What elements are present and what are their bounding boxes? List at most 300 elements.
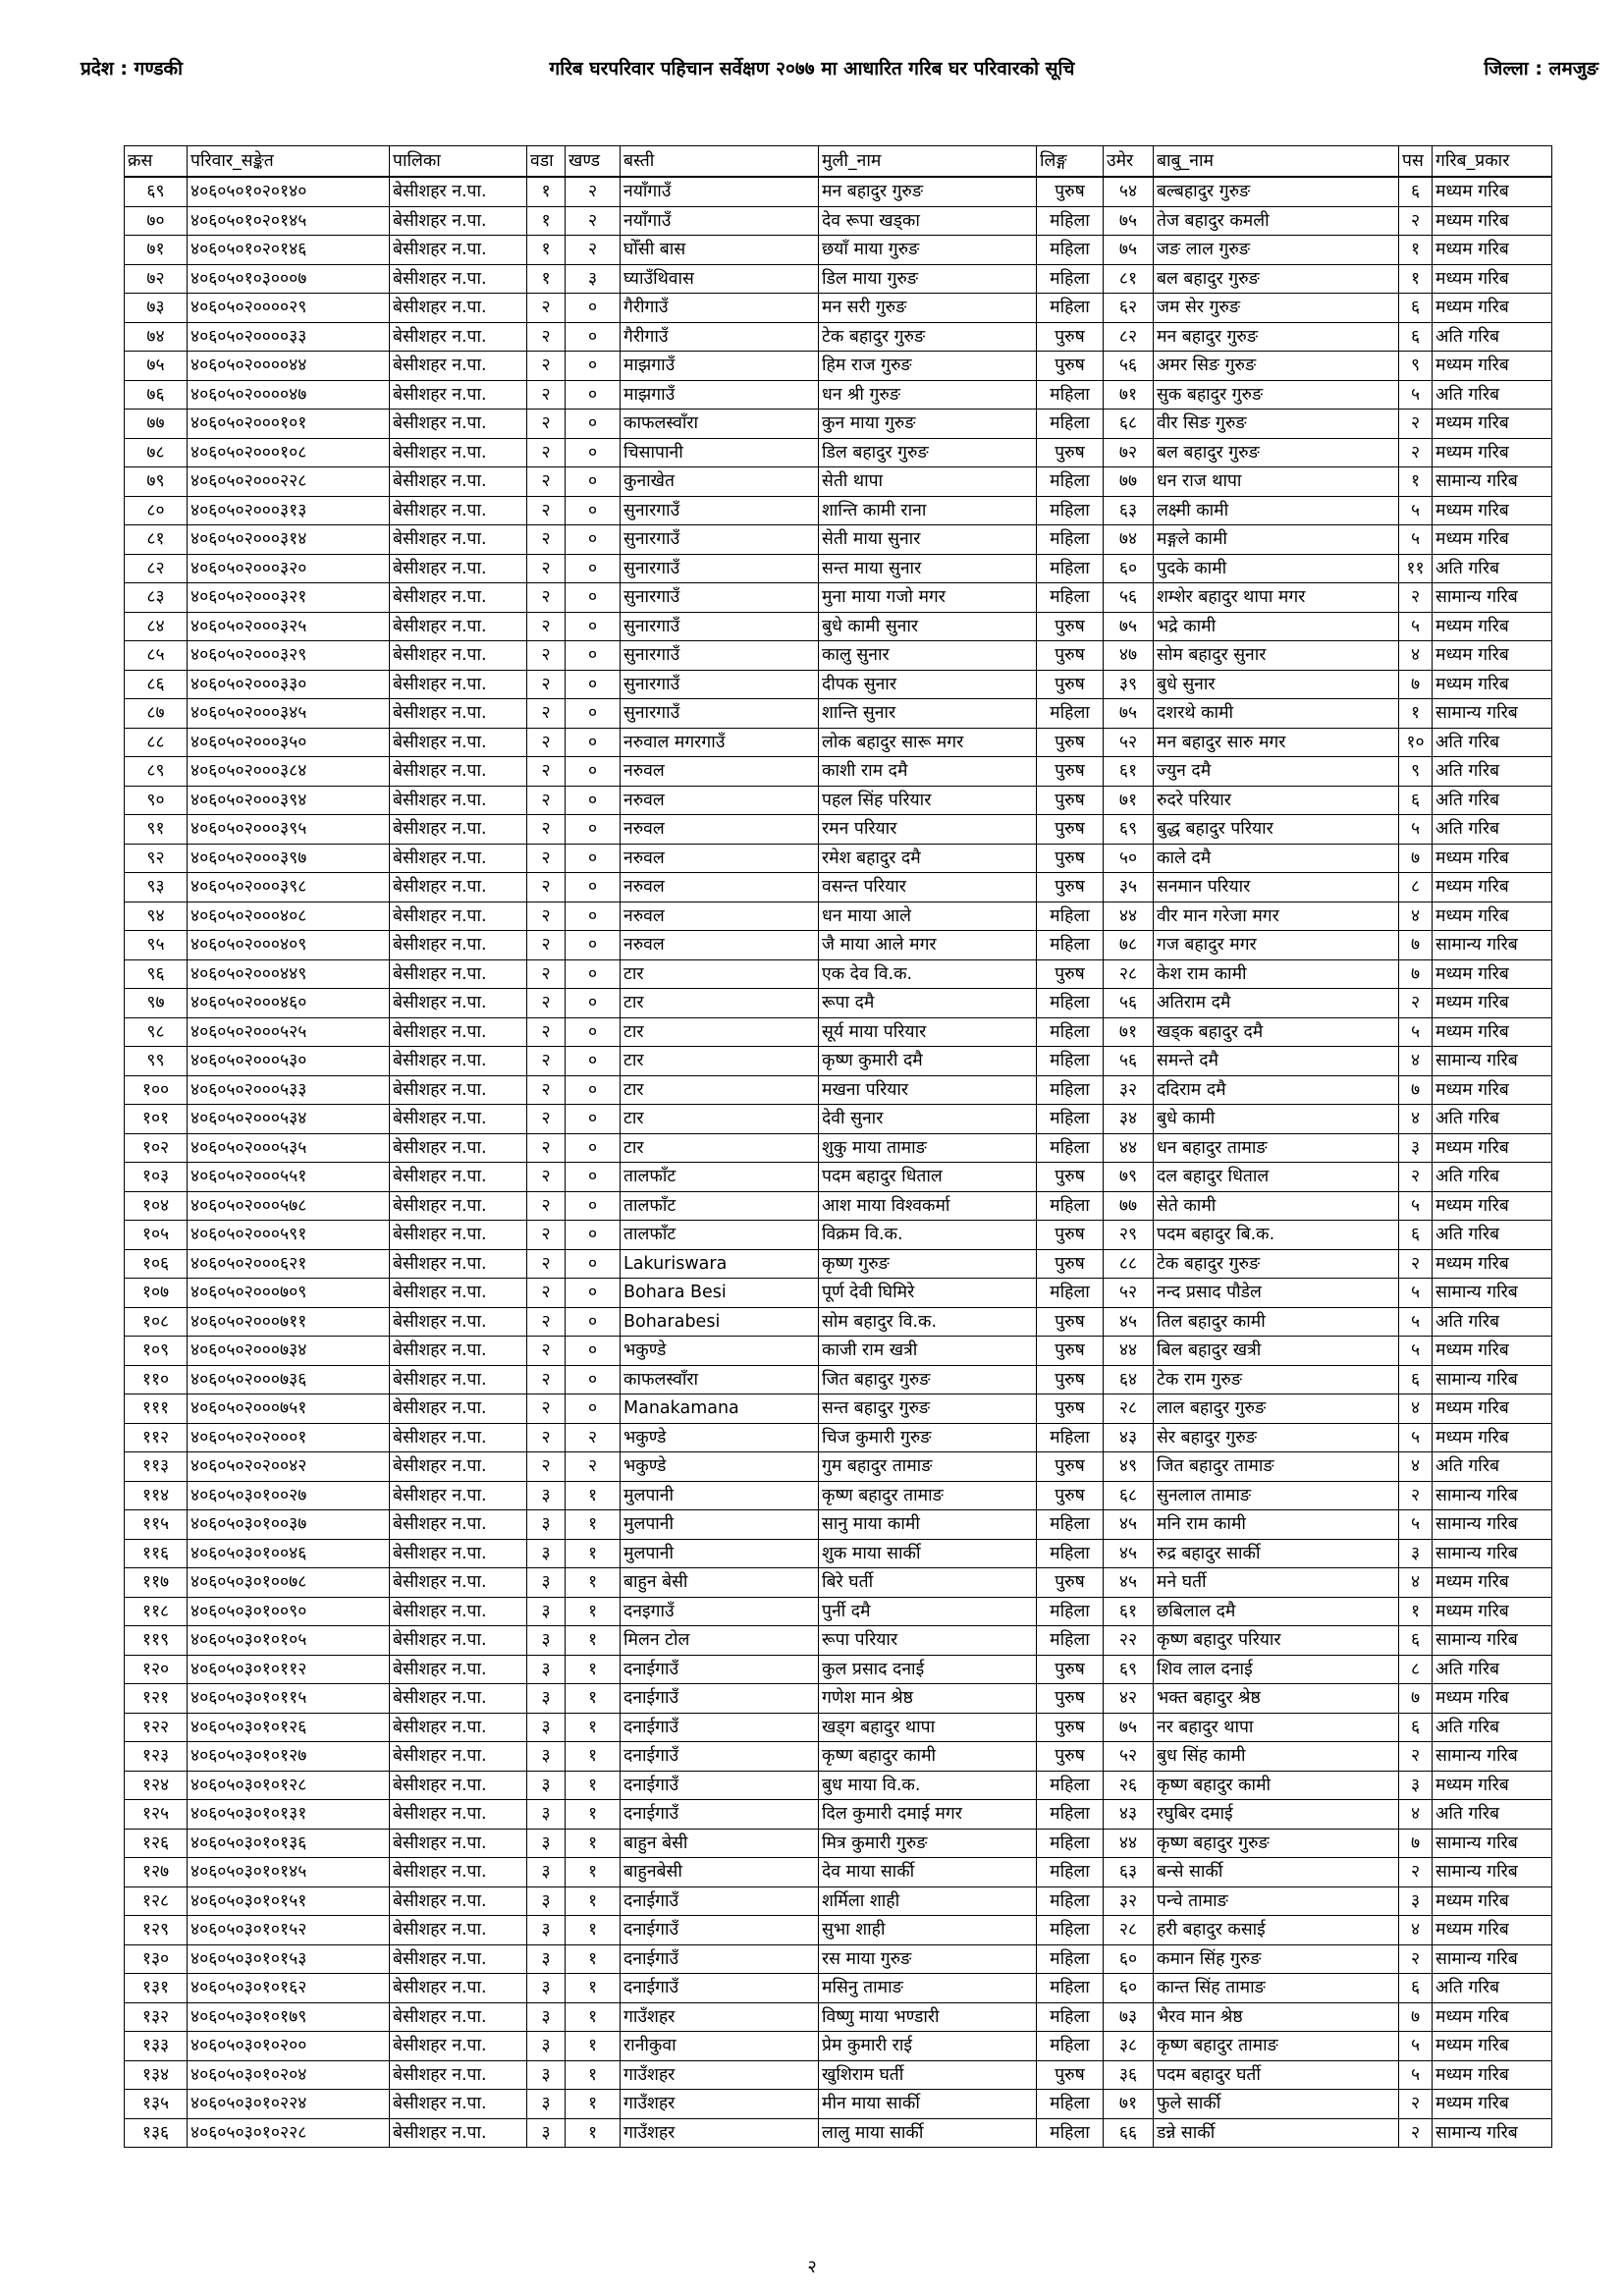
cell-poverty-type: अति गरिब (1433, 786, 1552, 815)
cell-block: ० (566, 1017, 621, 1047)
cell-ward: ३ (527, 1858, 566, 1887)
cell-head-name: सानु माया कामी (819, 1510, 1037, 1540)
cell-poverty-type: मध्यम गरिब (1433, 1191, 1552, 1221)
cell-members: ६ (1399, 177, 1433, 206)
cell-municipality: बेसीशहर न.पा. (390, 1655, 527, 1684)
cell-members: ७ (1399, 670, 1433, 699)
table-row (125, 206, 1552, 236)
cell-block: १ (566, 1800, 621, 1830)
cell-ward: २ (527, 583, 566, 613)
cell-head-name: मखना परियार (819, 1075, 1037, 1105)
cell-block: १ (566, 1771, 621, 1800)
cell-household-code: ४०६०५०३०१०१३६ (188, 1829, 390, 1858)
cell-gender: महिला (1037, 1539, 1104, 1568)
cell-father-name: ददिराम दमै (1154, 1075, 1399, 1105)
cell-members: ३ (1399, 1539, 1433, 1568)
cell-municipality: बेसीशहर न.पा. (390, 1829, 527, 1858)
cell-block: ० (566, 554, 621, 583)
cell-block: ० (566, 1221, 621, 1250)
cell-settlement: सुनारगाउँ (621, 525, 819, 555)
cell-poverty-type: मध्यम गरिब (1433, 525, 1552, 555)
cell-block: १ (566, 1713, 621, 1742)
cell-ward: ३ (527, 1974, 566, 2003)
cell-municipality: बेसीशहर न.पा. (390, 1858, 527, 1887)
cell-block: ० (566, 467, 621, 497)
cell-municipality: बेसीशहर न.पा. (390, 641, 527, 671)
cell-head-name: कालु सुनार (819, 641, 1037, 671)
cell-members: ७ (1399, 931, 1433, 960)
cell-settlement: दनाईगाउँ (621, 1916, 819, 1945)
cell-household-code: ४०६०५०३०१००२७ (188, 1481, 390, 1510)
cell-age: ४५ (1104, 1568, 1154, 1598)
cell-members: ५ (1399, 612, 1433, 641)
table-row (125, 786, 1552, 815)
cell-age: २८ (1104, 1916, 1154, 1945)
col-header-father-name: बाबु_नाम (1154, 146, 1399, 178)
table-row (125, 1394, 1552, 1424)
cell-municipality: बेसीशहर न.पा. (390, 467, 527, 497)
table-row (125, 1221, 1552, 1250)
col-header-age: उमेर (1104, 146, 1154, 178)
cell-ward: ३ (527, 2090, 566, 2119)
cell-gender: पुरुष (1037, 1249, 1104, 1279)
cell-household-code: ४०६०५०३०१०१५३ (188, 1944, 390, 1974)
cell-age: ७७ (1104, 467, 1154, 497)
cell-gender: महिला (1037, 2002, 1104, 2032)
cell-father-name: बल्बहादुर गुरुङ (1154, 177, 1399, 206)
cell-block: ० (566, 1047, 621, 1076)
cell-father-name: धन राज थापा (1154, 467, 1399, 497)
cell-gender: महिला (1037, 2090, 1104, 2119)
cell-members: ५ (1399, 1191, 1433, 1221)
cell-block: १ (566, 2002, 621, 2032)
cell-block: २ (566, 1452, 621, 1482)
cell-serial: ११२ (125, 1423, 188, 1452)
cell-settlement: Bohara Besi (621, 1279, 819, 1308)
cell-gender: महिला (1037, 2118, 1104, 2148)
cell-poverty-type: मध्यम गरिब (1433, 236, 1552, 265)
cell-block: ० (566, 1191, 621, 1221)
cell-municipality: बेसीशहर न.पा. (390, 1017, 527, 1047)
cell-block: ० (566, 1307, 621, 1337)
cell-serial: १२१ (125, 1684, 188, 1714)
cell-settlement: मुलपानी (621, 1510, 819, 1540)
cell-gender: पुरुष (1037, 2060, 1104, 2090)
cell-age: ५२ (1104, 728, 1154, 757)
table-row (125, 959, 1552, 989)
cell-poverty-type: मध्यम गरिब (1433, 2002, 1552, 2032)
cell-father-name: समन्ते दमै (1154, 1047, 1399, 1076)
cell-head-name: एक देव वि.क. (819, 959, 1037, 989)
table-row (125, 1858, 1552, 1887)
cell-age: ६४ (1104, 1365, 1154, 1394)
cell-age: ६३ (1104, 496, 1154, 525)
cell-settlement: नरुवल (621, 757, 819, 787)
cell-poverty-type: अति गरिब (1433, 1105, 1552, 1134)
cell-ward: २ (527, 1337, 566, 1366)
cell-age: ६३ (1104, 1858, 1154, 1887)
cell-settlement: गैरीगाउँ (621, 322, 819, 352)
cell-municipality: बेसीशहर न.पा. (390, 1916, 527, 1945)
cell-members: ७ (1399, 2002, 1433, 2032)
cell-age: ८२ (1104, 322, 1154, 352)
cell-ward: २ (527, 1394, 566, 1424)
cell-members: ३ (1399, 1133, 1433, 1163)
cell-gender: पुरुष (1037, 757, 1104, 787)
cell-municipality: बेसीशहर न.पा. (390, 236, 527, 265)
cell-household-code: ४०६०५०२०००३२१ (188, 583, 390, 613)
cell-block: १ (566, 1886, 621, 1916)
cell-block: ० (566, 525, 621, 555)
cell-serial: १०२ (125, 1133, 188, 1163)
cell-household-code: ४०६०५०३०१०१४५ (188, 1858, 390, 1887)
cell-father-name: कृष्ण बहादुर कामी (1154, 1771, 1399, 1800)
cell-gender: पुरुष (1037, 1221, 1104, 1250)
cell-settlement: गैरीगाउँ (621, 294, 819, 323)
table-row (125, 1655, 1552, 1684)
cell-father-name: लक्ष्मी कामी (1154, 496, 1399, 525)
table-row (125, 1713, 1552, 1742)
cell-block: ० (566, 294, 621, 323)
cell-serial: १३४ (125, 2060, 188, 2090)
table-row (125, 1944, 1552, 1974)
cell-gender: पुरुष (1037, 670, 1104, 699)
cell-municipality: बेसीशहर न.पा. (390, 1510, 527, 1540)
cell-block: ० (566, 844, 621, 873)
cell-serial: ९६ (125, 959, 188, 989)
cell-serial: ११६ (125, 1539, 188, 1568)
cell-block: ० (566, 410, 621, 439)
cell-head-name: शर्मिला शाही (819, 1886, 1037, 1916)
cell-household-code: ४०६०५०२०००५५१ (188, 1163, 390, 1192)
cell-serial: १०१ (125, 1105, 188, 1134)
cell-age: २८ (1104, 1394, 1154, 1424)
cell-members: २ (1399, 1858, 1433, 1887)
cell-members: २ (1399, 583, 1433, 613)
cell-father-name: सुनलाल तामाङ (1154, 1481, 1399, 1510)
cell-age: ४४ (1104, 1829, 1154, 1858)
cell-household-code: ४०६०५०३०१०१२८ (188, 1771, 390, 1800)
cell-household-code: ४०६०५०३०१०१६२ (188, 1974, 390, 2003)
cell-poverty-type: मध्यम गरिब (1433, 902, 1552, 931)
cell-household-code: ४०६०५०२०००५३० (188, 1047, 390, 1076)
cell-ward: २ (527, 902, 566, 931)
cell-age: ७५ (1104, 699, 1154, 729)
cell-serial: ८४ (125, 612, 188, 641)
cell-age: ७७ (1104, 1191, 1154, 1221)
cell-father-name: नन्द प्रसाद पौडेल (1154, 1279, 1399, 1308)
cell-father-name: लाल बहादुर गुरुङ (1154, 1394, 1399, 1424)
table-row (125, 2118, 1552, 2148)
cell-head-name: कुन माया गुरुङ (819, 410, 1037, 439)
col-header-household-code: परिवार_सङ्केत (188, 146, 390, 178)
table-row (125, 1771, 1552, 1800)
cell-ward: २ (527, 1249, 566, 1279)
cell-father-name: काले दमै (1154, 844, 1399, 873)
cell-gender: महिला (1037, 699, 1104, 729)
cell-gender: महिला (1037, 989, 1104, 1018)
cell-poverty-type: मध्यम गरिब (1433, 612, 1552, 641)
cell-household-code: ४०६०५०२०००५२५ (188, 1017, 390, 1047)
cell-members: २ (1399, 410, 1433, 439)
cell-settlement: नरुवल (621, 786, 819, 815)
cell-municipality: बेसीशहर न.पा. (390, 2002, 527, 2032)
cell-block: २ (566, 1423, 621, 1452)
cell-ward: २ (527, 1221, 566, 1250)
cell-settlement: काफलस्वाँरा (621, 410, 819, 439)
cell-head-name: जित बहादुर गुरुङ (819, 1365, 1037, 1394)
cell-ward: २ (527, 467, 566, 497)
cell-block: १ (566, 1974, 621, 2003)
cell-household-code: ४०६०५०२०००५३५ (188, 1133, 390, 1163)
cell-members: ८ (1399, 873, 1433, 902)
cell-head-name: लोक बहादुर सारू मगर (819, 728, 1037, 757)
cell-household-code: ४०६०५०३०१०१०५ (188, 1626, 390, 1656)
cell-members: ६ (1399, 1974, 1433, 2003)
cell-head-name: बुध माया वि.क. (819, 1771, 1037, 1800)
cell-members: २ (1399, 2118, 1433, 2148)
cell-gender: महिला (1037, 1133, 1104, 1163)
cell-gender: पुरुष (1037, 322, 1104, 352)
cell-serial: १२९ (125, 1916, 188, 1945)
cell-head-name: धन माया आले (819, 902, 1037, 931)
cell-head-name: सोम बहादुर वि.क. (819, 1307, 1037, 1337)
col-header-ward: वडा (527, 146, 566, 178)
cell-municipality: बेसीशहर न.पा. (390, 1075, 527, 1105)
cell-serial: ९८ (125, 1017, 188, 1047)
table-row (125, 1337, 1552, 1366)
cell-head-name: शुक माया सार्की (819, 1539, 1037, 1568)
cell-father-name: सोम बहादुर सुनार (1154, 641, 1399, 671)
cell-ward: २ (527, 931, 566, 960)
cell-household-code: ४०६०५०२०००३५० (188, 728, 390, 757)
cell-head-name: मीन माया सार्की (819, 2090, 1037, 2119)
cell-serial: १३० (125, 1944, 188, 1974)
cell-municipality: बेसीशहर न.पा. (390, 1597, 527, 1626)
cell-age: ६० (1104, 1944, 1154, 1974)
cell-household-code: ४०६०५०३०१०२०४ (188, 2060, 390, 2090)
cell-poverty-type: मध्यम गरिब (1433, 1886, 1552, 1916)
cell-head-name: लालु माया सार्की (819, 2118, 1037, 2148)
cell-settlement: दनाईगाउँ (621, 1800, 819, 1830)
cell-members: २ (1399, 1742, 1433, 1772)
cell-block: १ (566, 2060, 621, 2090)
cell-household-code: ४०६०५०३०१००७८ (188, 1568, 390, 1598)
cell-age: ३६ (1104, 2060, 1154, 2090)
cell-gender: महिला (1037, 1423, 1104, 1452)
cell-members: ३ (1399, 1886, 1433, 1916)
cell-poverty-type: सामान्य गरिब (1433, 1742, 1552, 1772)
cell-gender: पुरुष (1037, 438, 1104, 467)
cell-age: ७५ (1104, 206, 1154, 236)
cell-age: ७१ (1104, 786, 1154, 815)
cell-household-code: ४०६०५०३०१०२२८ (188, 2118, 390, 2148)
cell-head-name: देवी सुनार (819, 1105, 1037, 1134)
cell-municipality: बेसीशहर न.पा. (390, 1394, 527, 1424)
cell-poverty-type: मध्यम गरिब (1433, 294, 1552, 323)
cell-poverty-type: अति गरिब (1433, 728, 1552, 757)
cell-head-name: रमन परियार (819, 815, 1037, 845)
cell-settlement: मुलपानी (621, 1539, 819, 1568)
cell-ward: २ (527, 844, 566, 873)
cell-block: ० (566, 786, 621, 815)
cell-municipality: बेसीशहर न.पा. (390, 1626, 527, 1656)
cell-settlement: दनाईगाउँ (621, 1742, 819, 1772)
cell-poverty-type: मध्यम गरिब (1433, 2032, 1552, 2061)
cell-settlement: मिलन टोल (621, 1626, 819, 1656)
table-row (125, 641, 1552, 671)
cell-father-name: वीर मान गरेजा मगर (1154, 902, 1399, 931)
cell-father-name: गज बहादुर मगर (1154, 931, 1399, 960)
cell-head-name: रस माया गुरुङ (819, 1944, 1037, 1974)
cell-ward: २ (527, 352, 566, 381)
cell-ward: २ (527, 670, 566, 699)
cell-serial: ११५ (125, 1510, 188, 1540)
cell-municipality: बेसीशहर न.पा. (390, 1365, 527, 1394)
cell-serial: ७८ (125, 438, 188, 467)
cell-father-name: कृष्ण बहादुर तामाङ (1154, 2032, 1399, 2061)
cell-members: १ (1399, 699, 1433, 729)
cell-serial: १३६ (125, 2118, 188, 2148)
table-row (125, 467, 1552, 497)
table-row (125, 1539, 1552, 1568)
cell-settlement: भकुण्डे (621, 1423, 819, 1452)
cell-serial: ७४ (125, 322, 188, 352)
cell-father-name: कमान सिंह गुरुङ (1154, 1944, 1399, 1974)
cell-poverty-type: सामान्य गरिब (1433, 1481, 1552, 1510)
cell-head-name: पहल सिंह परियार (819, 786, 1037, 815)
table-row (125, 1075, 1552, 1105)
cell-settlement: टार (621, 1075, 819, 1105)
cell-municipality: बेसीशहर न.पा. (390, 786, 527, 815)
cell-poverty-type: सामान्य गरिब (1433, 1047, 1552, 1076)
cell-poverty-type: मध्यम गरिब (1433, 2060, 1552, 2090)
cell-father-name: कृष्ण बहादुर गुरुङ (1154, 1829, 1399, 1858)
cell-gender: पुरुष (1037, 873, 1104, 902)
cell-settlement: दनाईगाउँ (621, 1886, 819, 1916)
cell-serial: १२२ (125, 1713, 188, 1742)
cell-members: ५ (1399, 815, 1433, 845)
cell-municipality: बेसीशहर न.पा. (390, 1191, 527, 1221)
cell-serial: १३२ (125, 2002, 188, 2032)
table-row (125, 380, 1552, 410)
table-row (125, 2032, 1552, 2061)
cell-settlement: नरुवल (621, 902, 819, 931)
cell-poverty-type: मध्यम गरिब (1433, 1771, 1552, 1800)
cell-block: ० (566, 1337, 621, 1366)
table-row (125, 1423, 1552, 1452)
cell-settlement: नयाँगाउँ (621, 177, 819, 206)
cell-head-name: कृष्ण कुमारी दमै (819, 1047, 1037, 1076)
cell-father-name: मङ्गले कामी (1154, 525, 1399, 555)
cell-municipality: बेसीशहर न.पा. (390, 1481, 527, 1510)
cell-poverty-type: मध्यम गरिब (1433, 1337, 1552, 1366)
table-row (125, 554, 1552, 583)
cell-municipality: बेसीशहर न.पा. (390, 322, 527, 352)
table-row (125, 322, 1552, 352)
cell-gender: महिला (1037, 467, 1104, 497)
cell-members: २ (1399, 1249, 1433, 1279)
cell-ward: ३ (527, 2060, 566, 2090)
table-row (125, 1886, 1552, 1916)
cell-ward: २ (527, 1307, 566, 1337)
cell-poverty-type: मध्यम गरिब (1433, 438, 1552, 467)
cell-age: ४३ (1104, 1800, 1154, 1830)
cell-head-name: कृष्ण गुरुङ (819, 1249, 1037, 1279)
cell-poverty-type: मध्यम गरिब (1433, 496, 1552, 525)
cell-age: ३९ (1104, 670, 1154, 699)
cell-serial: ११३ (125, 1452, 188, 1482)
table-row (125, 525, 1552, 555)
cell-gender: पुरुष (1037, 844, 1104, 873)
cell-municipality: बेसीशहर न.पा. (390, 873, 527, 902)
cell-father-name: बल बहादुर गुरुङ (1154, 438, 1399, 467)
cell-poverty-type: सामान्य गरिब (1433, 931, 1552, 960)
cell-serial: ७३ (125, 294, 188, 323)
cell-head-name: दिल कुमारी दमाई मगर (819, 1800, 1037, 1830)
cell-household-code: ४०६०५०२०००७११ (188, 1307, 390, 1337)
cell-block: १ (566, 1742, 621, 1772)
table-row (125, 757, 1552, 787)
cell-household-code: ४०६०५०३०१०१२६ (188, 1713, 390, 1742)
cell-block: २ (566, 236, 621, 265)
cell-serial: ७२ (125, 264, 188, 294)
cell-age: ६८ (1104, 1481, 1154, 1510)
cell-members: ५ (1399, 2060, 1433, 2090)
cell-household-code: ४०६०५०२०००३४५ (188, 699, 390, 729)
cell-ward: ३ (527, 1944, 566, 1974)
cell-settlement: नरुवल (621, 873, 819, 902)
cell-municipality: बेसीशहर न.पा. (390, 2060, 527, 2090)
cell-municipality: बेसीशहर न.पा. (390, 728, 527, 757)
cell-serial: ९७ (125, 989, 188, 1018)
cell-ward: २ (527, 757, 566, 787)
cell-gender: महिला (1037, 1075, 1104, 1105)
cell-gender: महिला (1037, 264, 1104, 294)
cell-municipality: बेसीशहर न.पा. (390, 844, 527, 873)
cell-settlement: काफलस्वाँरा (621, 1365, 819, 1394)
cell-ward: २ (527, 959, 566, 989)
cell-gender: महिला (1037, 1047, 1104, 1076)
cell-head-name: शान्ति सुनार (819, 699, 1037, 729)
cell-household-code: ४०६०५०२००००२९ (188, 294, 390, 323)
cell-settlement: टार (621, 1133, 819, 1163)
cell-municipality: बेसीशहर न.पा. (390, 1771, 527, 1800)
cell-age: ७५ (1104, 612, 1154, 641)
cell-members: ४ (1399, 1800, 1433, 1830)
cell-age: ७९ (1104, 1163, 1154, 1192)
cell-gender: महिला (1037, 1191, 1104, 1221)
cell-serial: १३५ (125, 2090, 188, 2119)
table-row (125, 1974, 1552, 2003)
cell-serial: १११ (125, 1394, 188, 1424)
cell-ward: २ (527, 989, 566, 1018)
cell-poverty-type: अति गरिब (1433, 322, 1552, 352)
cell-block: ० (566, 583, 621, 613)
table-row (125, 699, 1552, 729)
cell-gender: पुरुष (1037, 786, 1104, 815)
cell-poverty-type: सामान्य गरिब (1433, 583, 1552, 613)
col-header-block: खण्ड (566, 146, 621, 178)
cell-ward: २ (527, 1017, 566, 1047)
cell-poverty-type: मध्यम गरिब (1433, 206, 1552, 236)
province-label: प्रदेश : गण्डकी (81, 58, 184, 80)
cell-poverty-type: सामान्य गरिब (1433, 1858, 1552, 1887)
cell-settlement: दनाईगाउँ (621, 1684, 819, 1714)
cell-settlement: नरुवल (621, 815, 819, 845)
cell-serial: १०५ (125, 1221, 188, 1250)
cell-age: ७१ (1104, 1017, 1154, 1047)
